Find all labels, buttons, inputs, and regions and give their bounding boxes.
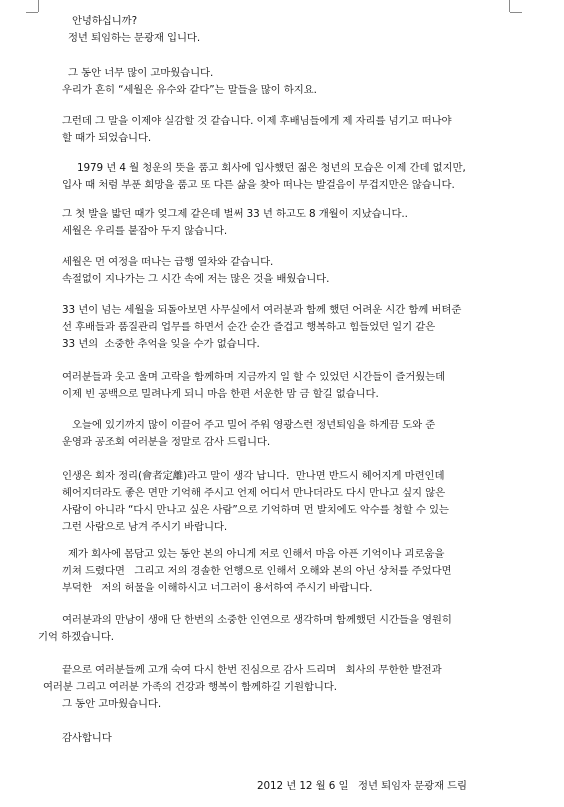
paragraph-12-line-1: 끝으로 여러분들께 고개 숙여 다시 한번 진심으로 감사 드리며 회사의 무한한 발전과 — [62, 664, 442, 676]
paragraph-1-line-1: 그 동안 너무 많이 고마웠습니다. — [68, 67, 214, 79]
paragraph-10-line-3: 부덕한 저의 허물을 이해하시고 너그러이 용서하여 주시기 바랍니다. — [62, 582, 373, 594]
paragraph-10-line-1: 제가 회사에 몸담고 있는 동안 본의 아니게 저로 인해서 마음 아픈 기억이나 괴로움을 — [68, 548, 445, 560]
crop-mark-top-left-horizontal — [26, 12, 38, 13]
paragraph-7-line-2: 이제 빈 공백으로 밀려나게 되니 마음 한편 서운한 맘 금 할길 없습니다. — [62, 388, 379, 400]
paragraph-1-line-2: 우리가 흔히 “세월은 유수와 같다”는 말들을 많이 하지요. — [62, 84, 317, 96]
closing: 감사합니다 — [62, 732, 112, 744]
paragraph-11-line-2: 기억 하겠습니다. — [38, 631, 114, 643]
crop-mark-top-right-horizontal — [510, 12, 522, 13]
paragraph-9-line-4: 그런 사람으로 남겨 주시기 바랍니다. — [62, 521, 228, 533]
paragraph-8-line-2: 운영과 공조회 여러분을 정말로 감사 드립니다. — [62, 436, 271, 448]
paragraph-8-line-1: 오늘에 있기까지 많이 이끌어 주고 밀어 주워 영광스런 정년퇴임을 하게끔 도와 준 — [72, 419, 436, 431]
greeting: 안녕하십니까? — [72, 15, 138, 27]
paragraph-3-line-1: 1979 년 4 월 청운의 뜻을 품고 회사에 입사했던 젊은 청년의 모습은 이제 간데 없지만, — [77, 162, 466, 174]
paragraph-2-line-1: 그런데 그 말을 이제야 실감할 것 같습니다. 이제 후배님들에게 제 자리를 넘기고 떠나야 — [62, 115, 452, 127]
paragraph-5-line-1: 세월은 먼 여정을 떠나는 급행 열차와 같습니다. — [62, 256, 274, 268]
paragraph-3-line-2: 입사 때 처럼 부푼 희망을 품고 또 다른 삶을 찾아 떠나는 발걸음이 무겁지만은 않습니다. — [62, 179, 455, 191]
crop-mark-top-left-vertical — [38, 0, 39, 12]
paragraph-9-line-1: 인생은 회자 정리(會者定離)라고 말이 생각 납니다. 만나면 반드시 헤어지게 마련인데 — [62, 470, 445, 482]
paragraph-7-line-1: 여러분들과 웃고 울며 고락을 함께하며 지금까지 일 할 수 있었던 시간들이 즐거웠는데 — [62, 371, 446, 383]
paragraph-12-line-3: 그 동안 고마웠습니다. — [62, 698, 162, 710]
paragraph-12-line-2: 여러분 그리고 여러분 가족의 건강과 행복이 함께하길 기원합니다. — [43, 681, 337, 693]
intro-line: 정년 퇴임하는 문광재 입니다. — [68, 32, 201, 44]
paragraph-4-line-2: 세월은 우리를 붙잡아 두지 않습니다. — [62, 225, 228, 237]
paragraph-2-line-2: 할 때가 되었습니다. — [62, 132, 152, 144]
signature-line: 2012 년 12 월 6 일 정년 퇴임자 문광재 드림 — [257, 780, 467, 792]
paragraph-9-line-2: 헤어지더라도 좋은 면만 기억해 주시고 언제 어디서 만나더라도 다시 만나고 싶지 않은 — [62, 487, 446, 499]
paragraph-5-line-2: 속절없이 지나가는 그 시간 속에 저는 많은 것을 배웠습니다. — [62, 273, 330, 285]
paragraph-10-line-2: 끼쳐 드렸다면 그리고 저의 경솔한 언행으로 인해서 오해와 본의 아닌 상처를 주었다면 — [62, 565, 452, 577]
paragraph-6-line-2: 선 후배들과 품질관리 업무를 하면서 순간 순간 즐겁고 행복하고 힘들었던 일기 같은 — [62, 321, 436, 333]
paragraph-6-line-3: 33 년의 소중한 추억을 잊을 수가 없습니다. — [62, 338, 260, 350]
paragraph-9-line-3: 사람이 아니라 “다시 만나고 싶은 사람”으로 기억하며 먼 발치에도 악수를 청할 수 있는 — [62, 504, 449, 516]
crop-mark-top-right-vertical — [509, 0, 510, 12]
paragraph-11-line-1: 여러분과의 만남이 생애 단 한번의 소중한 인연으로 생각하며 함께했던 시간들을 영원히 — [62, 614, 452, 626]
paragraph-6-line-1: 33 년이 넘는 세월을 되돌아보면 사무실에서 여러분과 함께 했던 어려운 시간 함께 버텨준 — [62, 304, 462, 316]
paragraph-4-line-1: 그 첫 발을 밟던 때가 엊그제 같은데 벌써 33 년 하고도 8 개월이 지났습니다.. — [62, 208, 408, 220]
